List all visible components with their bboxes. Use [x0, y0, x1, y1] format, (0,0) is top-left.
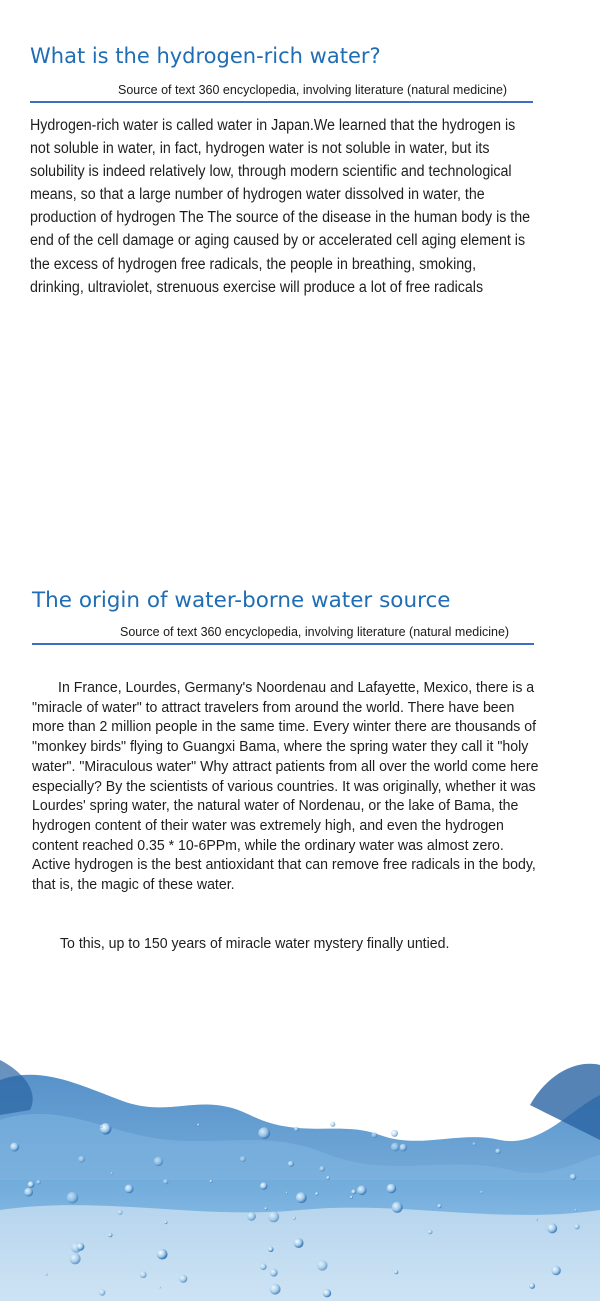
bubble	[258, 1127, 270, 1139]
bubble	[294, 1127, 299, 1132]
bubble	[154, 1157, 163, 1166]
bubble	[315, 1192, 318, 1195]
bubble	[36, 1180, 40, 1184]
bubble	[480, 1191, 483, 1194]
bubble	[100, 1125, 103, 1128]
bubble	[387, 1184, 397, 1194]
bubble	[260, 1263, 267, 1270]
bubble	[437, 1204, 441, 1208]
bubble	[547, 1223, 557, 1233]
source-citation: Source of text 360 encyclopedia, involving literature (natural medicine)	[120, 625, 510, 639]
bubble	[260, 1182, 267, 1189]
bubble	[473, 1142, 477, 1146]
bubble	[159, 1286, 161, 1288]
bubble	[268, 1211, 279, 1222]
bubble	[391, 1143, 400, 1152]
bubble	[164, 1221, 167, 1224]
closing-paragraph: To this, up to 150 years of miracle water mystery finally untied.	[60, 935, 450, 952]
bubble	[179, 1275, 187, 1283]
bubble	[78, 1156, 85, 1163]
bubble	[28, 1181, 35, 1188]
bubble	[294, 1238, 304, 1248]
body-paragraph: In France, Lourdes, Germany's Noordenau and Lafayette, Mexico, there is a "miracle of water" to attract travelers from around the world. There have been more than 2 million people in the same time. Every winter there are thousands of "monkey birds" flying to Guangxi Bama, where the spring water they call it "holy water". "Miraculous water" Why attract patients from all over the world come here especially? By the scientists of various countries. It was originally, whether it was Lourdes' spring water, the natural water of Nordenau, or the lake of Bama, the hydrogen content of their water was extremely high, and even the hydrogen content reached 0.35 * 10-6PPm, while the ordinary water was almost zero. Active hydrogen is the best antioxidant that can remove free radicals in the body, that is, the magic of these water.	[32, 679, 539, 894]
bubble	[157, 1249, 168, 1260]
bubble	[575, 1209, 577, 1211]
bubble	[330, 1122, 335, 1127]
bubble	[265, 1207, 268, 1210]
bubble	[99, 1289, 105, 1295]
bubble	[326, 1176, 330, 1180]
title-underline	[32, 643, 534, 645]
bubble	[270, 1284, 281, 1295]
splash-left	[0, 1060, 33, 1115]
bubble	[574, 1224, 579, 1229]
bubble	[10, 1143, 19, 1152]
bubble	[70, 1253, 81, 1264]
body-paragraph: Hydrogen-rich water is called water in Japan.We learned that the hydrogen is not soluble in water, in fact, hydrogen water is not soluble in water, but its solubility is indeed relatively low, through modern scientific and technological means, so that a large number of hydrogen water dissolved in water, the production of hydrogen The The source of the disease in the human body is the end of the cell damage or aging caused by or accelerated cell aging element is the excess of hydrogen free radicals, the people in breathing, smoking, drinking, ultraviolet, strenuous exercise will produce a lot of free radicals	[30, 117, 531, 296]
bubble	[247, 1212, 256, 1221]
bubble	[108, 1233, 112, 1237]
bubble	[394, 1270, 398, 1274]
bubble	[428, 1230, 433, 1235]
title-underline	[30, 101, 533, 103]
bubble	[392, 1202, 403, 1213]
source-citation: Source of text 360 encyclopedia, involving literature (natural medicine)	[118, 83, 508, 97]
section-title: What is the hydrogen-rich water?	[30, 44, 381, 68]
bubble	[45, 1273, 48, 1276]
bubble	[77, 1243, 85, 1251]
bubble	[529, 1283, 535, 1289]
bubble	[270, 1269, 278, 1277]
wave-foam	[0, 1205, 600, 1301]
bubble	[323, 1289, 331, 1297]
bubble	[371, 1132, 377, 1138]
section-title: The origin of water-borne water source	[32, 588, 451, 613]
bubble	[111, 1172, 113, 1174]
bubble	[197, 1124, 200, 1127]
bubble	[357, 1186, 367, 1196]
bubble	[293, 1217, 296, 1220]
bubble	[118, 1210, 123, 1215]
bubble	[319, 1166, 324, 1171]
bubble	[240, 1156, 246, 1162]
bubble	[100, 1123, 111, 1134]
bubble	[551, 1266, 560, 1275]
water-splash-image	[0, 1060, 600, 1301]
bubble	[140, 1271, 147, 1278]
bubble	[163, 1179, 168, 1184]
bubble	[317, 1260, 327, 1270]
bubble	[67, 1192, 79, 1204]
bubble	[125, 1185, 134, 1194]
bubble	[399, 1144, 407, 1152]
bubble	[495, 1149, 500, 1154]
bubble	[570, 1174, 576, 1180]
bubble	[351, 1190, 356, 1195]
bubble	[288, 1161, 294, 1167]
bubble	[535, 1218, 538, 1221]
bubble	[24, 1188, 33, 1197]
bubble	[268, 1247, 273, 1252]
bubble	[296, 1192, 307, 1203]
bubble	[286, 1192, 288, 1194]
bubble	[391, 1130, 398, 1137]
bubble	[350, 1196, 353, 1199]
bubble	[210, 1180, 213, 1183]
